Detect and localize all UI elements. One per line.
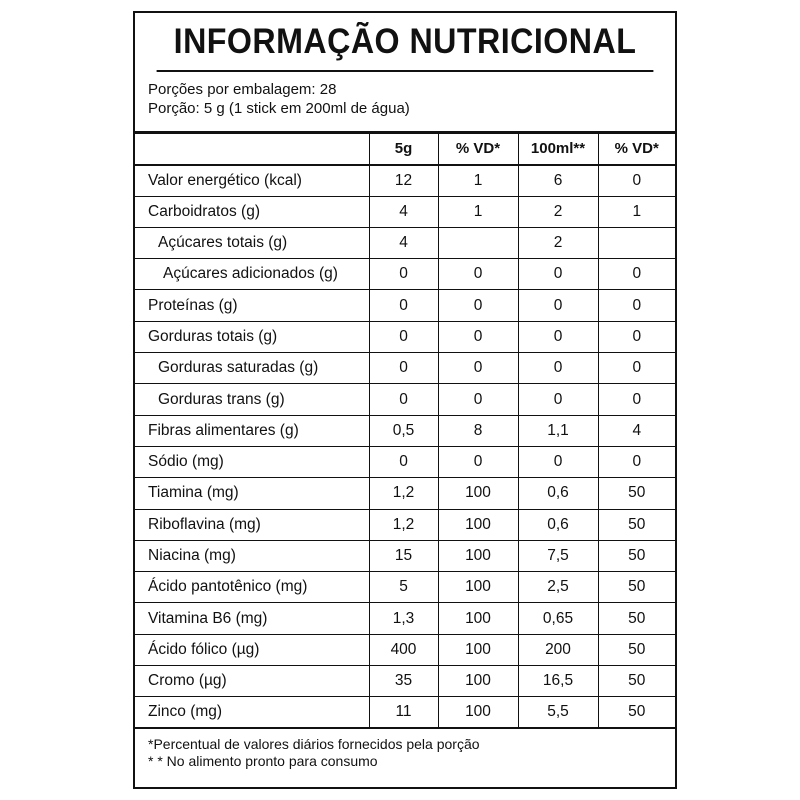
table-row [135,478,675,509]
nutrient-value: 50 [598,603,675,634]
nutrient-value: 0 [518,321,598,352]
table-row [135,509,675,540]
table-row [135,196,675,227]
footnotes [135,729,675,770]
nutrient-value: 0 [598,384,675,415]
nutrient-value: 0 [598,165,675,196]
nutrient-value: 50 [598,666,675,697]
nutrient-name: Valor energético (kcal) [135,165,369,196]
nutrient-value: 5 [369,572,438,603]
nutrient-value: 0 [598,259,675,290]
nutrition-table [135,133,675,729]
nutrient-value: 2 [518,227,598,258]
nutrient-value: 4 [598,415,675,446]
nutrient-name: Fibras alimentares (g) [135,415,369,446]
footnote: * * No alimento pronto para consumo [148,753,378,770]
nutrient-name: Açúcares totais (g) [135,227,369,258]
table-row [135,697,675,728]
nutrient-value: 50 [598,697,675,728]
footnote: *Percentual de valores diários fornecidos pela porção [148,736,480,753]
table-row [135,540,675,571]
nutrient-value: 100 [438,478,518,509]
serving-size: Porção: 5 g (1 stick em 200ml de água) [148,100,410,117]
nutrient-value: 0 [518,384,598,415]
header-row [135,134,675,165]
nutrient-value: 2 [518,196,598,227]
nutrient-value: 4 [369,227,438,258]
nutrient-value: 1,1 [518,415,598,446]
nutrient-value: 8 [438,415,518,446]
table-row [135,603,675,634]
serving-info [135,72,675,133]
nutrient-value: 0 [598,290,675,321]
nutrient-value: 0 [598,353,675,384]
nutrient-name: Zinco (mg) [135,697,369,728]
nutrient-value: 400 [369,634,438,665]
nutrient-name: Ácido pantotênico (mg) [135,572,369,603]
table-row [135,165,675,196]
nutrient-value: 0 [438,259,518,290]
nutrient-value: 2,5 [518,572,598,603]
nutrient-name: Proteínas (g) [135,290,369,321]
nutrient-value: 0 [518,259,598,290]
nutrient-value: 100 [438,666,518,697]
table-row [135,227,675,258]
nutrient-value: 1,2 [369,509,438,540]
nutrient-value [598,227,675,258]
nutrient-value: 0 [438,384,518,415]
nutrient-name: Sódio (mg) [135,446,369,477]
nutrient-value: 50 [598,572,675,603]
nutrient-name: Gorduras totais (g) [135,321,369,352]
nutrient-name: Gorduras trans (g) [135,384,369,415]
nutrition-label [133,11,677,789]
table-row [135,259,675,290]
nutrient-value: 5,5 [518,697,598,728]
nutrient-value: 6 [518,165,598,196]
nutrient-value: 0,6 [518,509,598,540]
nutrient-value: 0,5 [369,415,438,446]
table-row [135,384,675,415]
label-title: INFORMAÇÃO NUTRICIONAL [157,13,654,72]
nutrient-value: 1,3 [369,603,438,634]
table-row [135,634,675,665]
nutrient-value: 0 [438,353,518,384]
column-header [135,134,369,165]
nutrient-name: Tiamina (mg) [135,478,369,509]
nutrient-name: Vitamina B6 (mg) [135,603,369,634]
nutrient-value: 0 [369,290,438,321]
servings-per-package: Porções por embalagem: 28 [148,81,337,98]
nutrient-value: 0 [518,446,598,477]
nutrient-value: 0 [438,321,518,352]
nutrient-value: 0 [369,353,438,384]
nutrient-name: Ácido fólico (µg) [135,634,369,665]
nutrient-name: Açúcares adicionados (g) [135,259,369,290]
column-header: 5g [369,134,438,165]
nutrient-value: 11 [369,697,438,728]
nutrient-value: 0 [598,321,675,352]
nutrient-value: 100 [438,697,518,728]
nutrient-value: 1,2 [369,478,438,509]
column-header: % VD* [598,134,675,165]
column-header: % VD* [438,134,518,165]
nutrient-value: 50 [598,478,675,509]
nutrient-value: 50 [598,540,675,571]
nutrient-value: 0 [369,384,438,415]
nutrient-value: 0,65 [518,603,598,634]
nutrient-name: Carboidratos (g) [135,196,369,227]
table-row [135,290,675,321]
nutrient-name: Cromo (µg) [135,666,369,697]
table-row [135,415,675,446]
nutrient-value: 4 [369,196,438,227]
nutrient-name: Riboflavina (mg) [135,509,369,540]
table-row [135,572,675,603]
nutrient-value: 0 [369,259,438,290]
nutrient-value: 50 [598,634,675,665]
table-row [135,666,675,697]
nutrient-value: 35 [369,666,438,697]
table-row [135,353,675,384]
nutrient-value: 1 [438,196,518,227]
nutrient-value: 100 [438,603,518,634]
nutrient-value: 50 [598,509,675,540]
nutrient-value: 16,5 [518,666,598,697]
nutrient-name: Gorduras saturadas (g) [135,353,369,384]
nutrient-value: 200 [518,634,598,665]
nutrient-value: 100 [438,634,518,665]
nutrient-value [438,227,518,258]
nutrient-value: 1 [598,196,675,227]
nutrient-value: 0 [518,353,598,384]
nutrient-value: 0 [369,321,438,352]
nutrient-value: 0 [438,446,518,477]
nutrient-value: 0 [438,290,518,321]
column-header: 100ml** [518,134,598,165]
nutrient-value: 7,5 [518,540,598,571]
nutrient-value: 1 [438,165,518,196]
nutrient-value: 100 [438,509,518,540]
nutrient-value: 0 [369,446,438,477]
nutrient-name: Niacina (mg) [135,540,369,571]
table-row [135,446,675,477]
nutrient-value: 0 [598,446,675,477]
nutrient-value: 12 [369,165,438,196]
nutrient-value: 0,6 [518,478,598,509]
table-row [135,321,675,352]
nutrient-value: 0 [518,290,598,321]
nutrient-value: 100 [438,540,518,571]
nutrient-value: 100 [438,572,518,603]
nutrient-value: 15 [369,540,438,571]
